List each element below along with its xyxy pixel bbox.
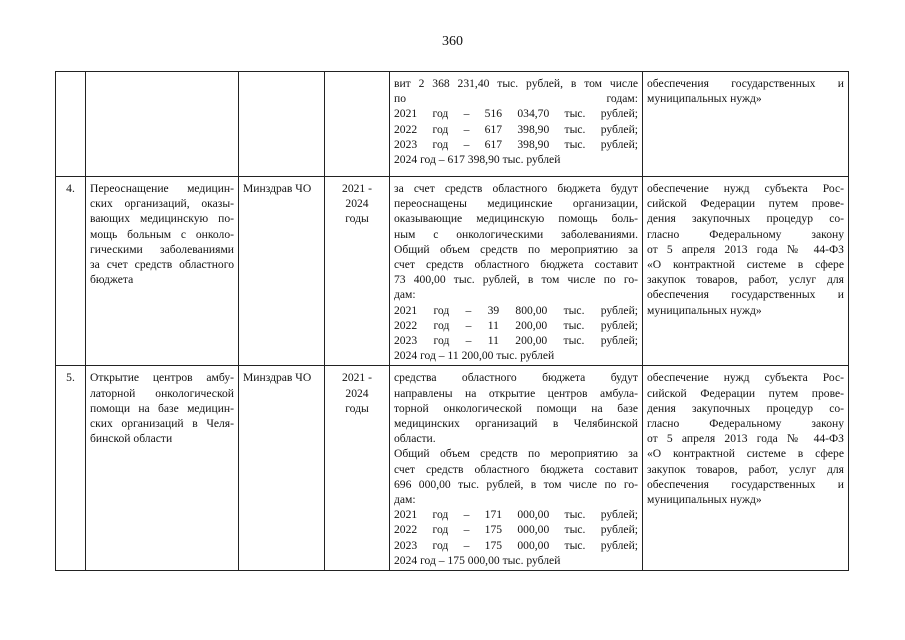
table-row — [56, 366, 849, 571]
cell-line: «О контрактной системе в сфере — [647, 447, 844, 461]
cell-line: бюджета — [90, 273, 134, 287]
cell-line: ских организаций, оказы- — [90, 197, 234, 211]
cell-line: оказывающие медицинскую помощь боль- — [394, 212, 638, 226]
cell-line: закупок товаров, работ, услуг для — [647, 462, 844, 476]
cell-line: латорной онкологической — [90, 386, 234, 400]
cell-line: медицинских организаций в Челябинской — [394, 417, 638, 431]
cell-line: Переоснащение медицин- — [90, 182, 234, 195]
funding-cell — [390, 177, 643, 366]
cell-line: годы — [345, 401, 369, 415]
responsible-executor: Минздрав ЧО — [243, 182, 312, 195]
cell-line: 2023 год – 11 200,00 тыс. рублей; — [394, 334, 638, 348]
cell-line: обеспечения государственных и — [647, 477, 844, 491]
funding-cell — [390, 72, 643, 177]
cell-line: мощь больным с онколо- — [90, 227, 234, 241]
cell-line: 2021 - — [342, 371, 372, 385]
table-row — [56, 177, 849, 366]
cell-line: муниципальных нужд» — [647, 493, 762, 507]
cell-line: помощи на базе медицин- — [90, 401, 234, 415]
cell-line: 2024 — [345, 197, 369, 211]
cell-line: обеспечения государственных и — [647, 288, 844, 302]
cell-line: 2023 год – 617 398,90 тыс. рублей; — [394, 137, 638, 151]
cell-line: 2021 - — [342, 182, 372, 195]
cell-line: от 5 апреля 2013 года № 44-ФЗ — [647, 432, 844, 446]
cell-line: области. — [394, 432, 436, 446]
cell-line: дам: — [394, 493, 416, 507]
responsible-cell — [239, 366, 325, 571]
years-cell — [325, 366, 390, 571]
cell-line: Открытие центров амбу- — [90, 371, 234, 385]
cell-line: переоснащены медицинские организации, — [394, 197, 638, 211]
measures-table — [55, 71, 849, 571]
cell-line: обеспечения государственных и — [647, 77, 844, 90]
row-number-cell — [56, 177, 86, 366]
cell-line: ских организаций в Челя- — [90, 417, 234, 431]
cell-line: закупок товаров, работ, услуг для — [647, 273, 844, 287]
cell-line: ным с онкологическими заболеваниями. — [394, 227, 638, 241]
cell-line: счет средств областного бюджета составит — [394, 462, 638, 476]
cell-line: Общий объем средств по мероприятию за — [394, 242, 638, 256]
cell-line: 2021 год – 39 800,00 тыс. рублей; — [394, 303, 638, 317]
responsible-executor: Минздрав ЧО — [243, 371, 312, 385]
cell-line: муниципальных нужд» — [647, 92, 762, 106]
cell-line: 696 000,00 тыс. рублей, в том числе по го- — [394, 477, 638, 491]
cell-line: 2022 год – 175 000,00 тыс. рублей; — [394, 523, 638, 537]
cell-line: вающих медицинскую по- — [90, 212, 234, 226]
cell-line: по годам: — [394, 92, 638, 106]
cell-line: 73 400,00 тыс. рублей, в том числе по го- — [394, 273, 638, 287]
cell-line: 2024 год – 617 398,90 тыс. рублей — [394, 153, 561, 167]
procurement-cell — [643, 366, 849, 571]
cell-line: гласно Федеральному закону — [647, 417, 844, 431]
cell-line: Общий объем средств по мероприятию за — [394, 447, 638, 461]
cell-line: сийской Федерации путем прове- — [647, 197, 844, 211]
years-cell — [325, 72, 390, 177]
cell-line: 2022 год – 11 200,00 тыс. рублей; — [394, 318, 638, 332]
responsible-cell — [239, 72, 325, 177]
procurement-cell — [643, 72, 849, 177]
measure-name-cell — [86, 366, 239, 571]
responsible-cell — [239, 177, 325, 366]
cell-line: 2022 год – 617 398,90 тыс. рублей; — [394, 122, 638, 136]
measure-name-cell — [86, 177, 239, 366]
cell-line: 2024 — [345, 386, 369, 400]
cell-line: торной онкологической помощи на базе — [394, 401, 638, 415]
cell-line: дам: — [394, 288, 416, 302]
page-number: 360 — [442, 34, 463, 49]
cell-line: 2021 год – 171 000,00 тыс. рублей; — [394, 508, 638, 522]
cell-line: гическими заболеваниями — [90, 242, 234, 256]
cell-line: обеспечение нужд субъекта Рос- — [647, 371, 844, 385]
funding-cell — [390, 366, 643, 571]
cell-line: муниципальных нужд» — [647, 303, 762, 317]
cell-line: средства областного бюджета будут — [394, 371, 638, 385]
cell-line: 2021 год – 516 034,70 тыс. рублей; — [394, 107, 638, 121]
cell-line: от 5 апреля 2013 года № 44-ФЗ — [647, 242, 844, 256]
cell-line: 2024 год – 175 000,00 тыс. рублей — [394, 553, 561, 567]
cell-line: за счет средств областного — [90, 258, 234, 272]
row-number-cell — [56, 366, 86, 571]
years-cell — [325, 177, 390, 366]
procurement-cell — [643, 177, 849, 366]
table-row — [56, 72, 849, 177]
measure-name-cell — [86, 72, 239, 177]
cell-line: гласно Федеральному закону — [647, 227, 844, 241]
cell-line: дения закупочных процедур со- — [647, 401, 844, 415]
cell-line: годы — [345, 212, 369, 226]
cell-line: вит 2 368 231,40 тыс. рублей, в том числе — [394, 77, 638, 90]
cell-line: счет средств областного бюджета составит — [394, 258, 638, 272]
row-number: 5. — [66, 371, 75, 385]
cell-line: «О контрактной системе в сфере — [647, 258, 844, 272]
cell-line: направлены на открытие центров амбула- — [394, 386, 638, 400]
cell-line: сийской Федерации путем прове- — [647, 386, 844, 400]
cell-line: бинской области — [90, 432, 173, 446]
cell-line: за счет средств областного бюджета будут — [394, 182, 638, 195]
cell-line: дения закупочных процедур со- — [647, 212, 844, 226]
cell-line: обеспечение нужд субъекта Рос- — [647, 182, 844, 195]
cell-line: 2023 год – 175 000,00 тыс. рублей; — [394, 538, 638, 552]
row-number: 4. — [66, 182, 75, 195]
row-number-cell — [56, 72, 86, 177]
cell-line: 2024 год – 11 200,00 тыс. рублей — [394, 349, 555, 363]
